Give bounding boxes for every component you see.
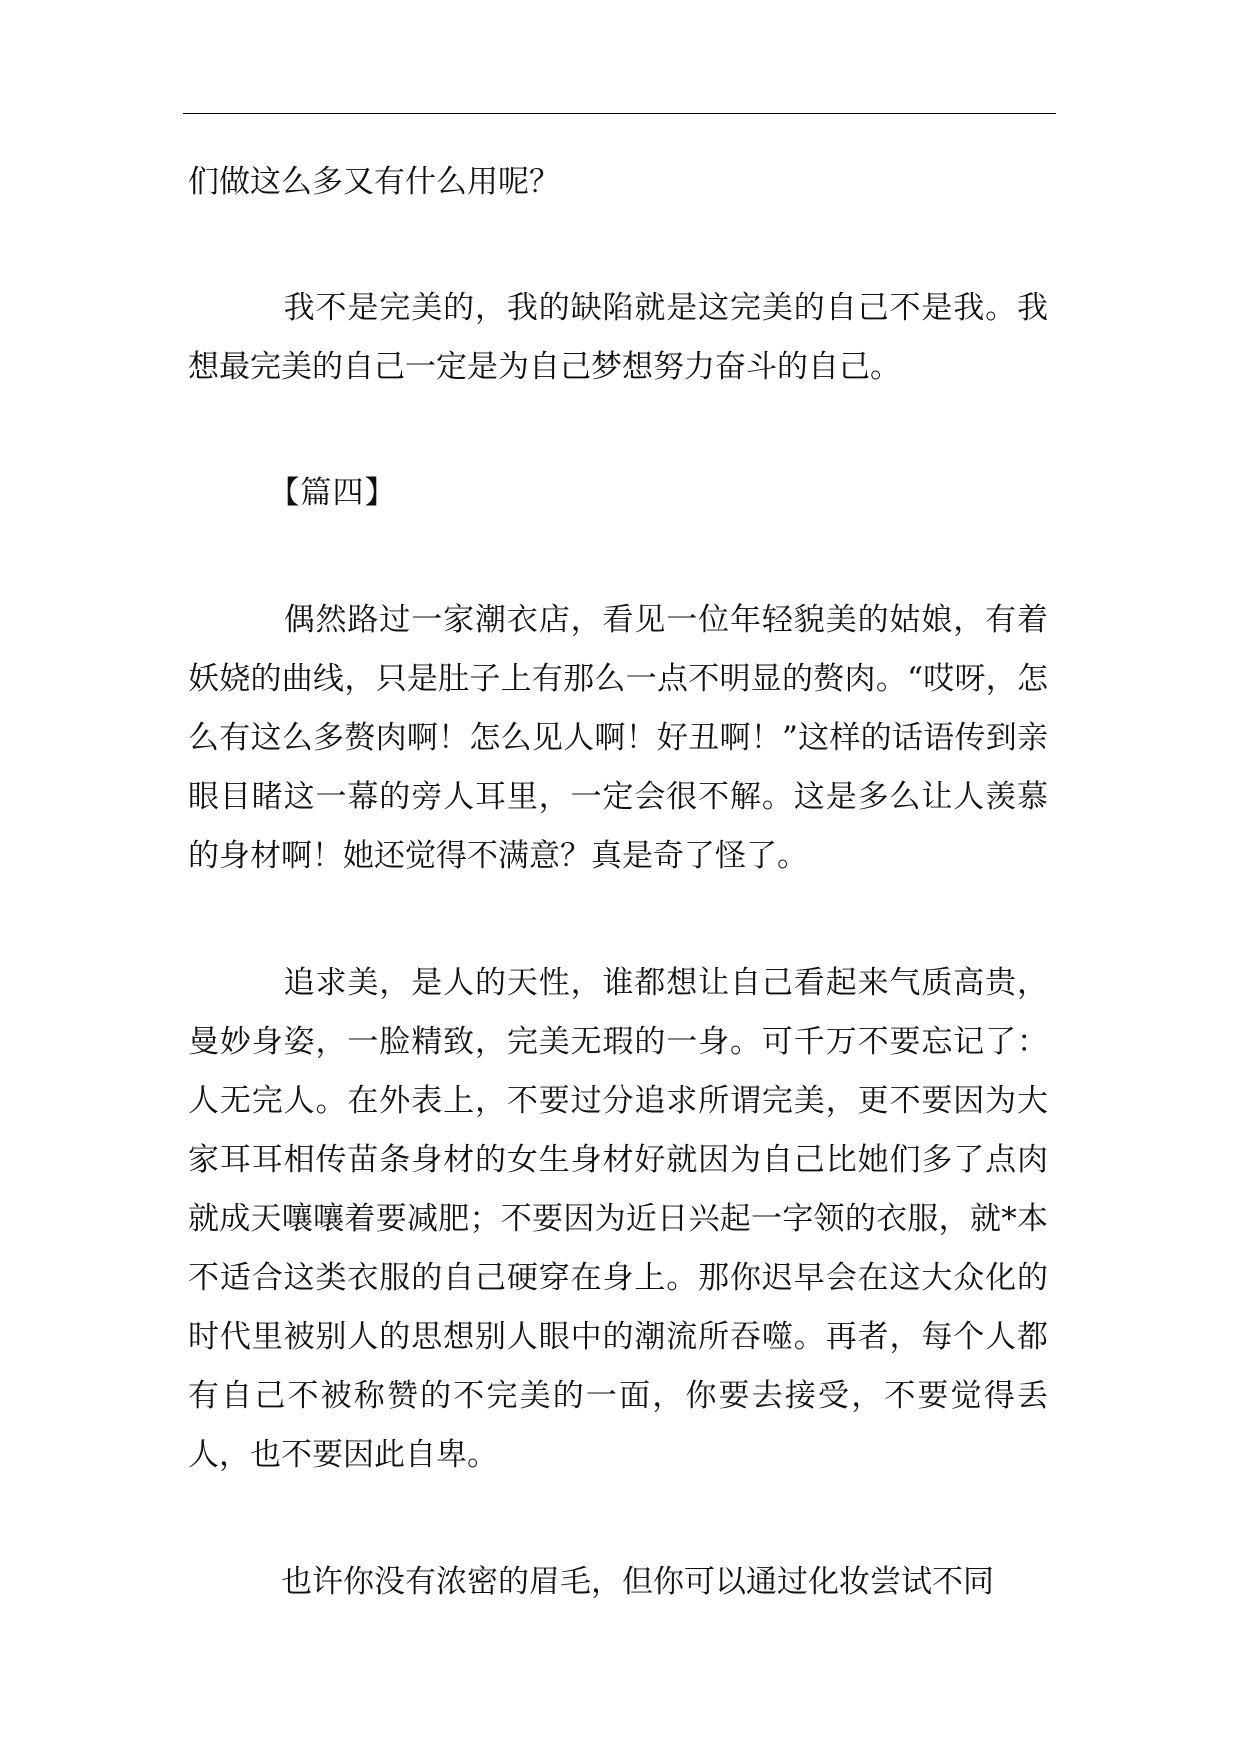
paragraph-store-anecdote: 偶然路过一家潮衣店，看见一位年轻貌美的姑娘，有着妖娆的曲线，只是肚子上有那么一点不明显的赘肉。“哎呀，怎么有这么多赘肉啊！怎么见人啊！好丑啊！”这样的话语传到亲眼目睹这一幕的旁人耳里，一定会很不解。这是多么让人羡慕的身材啊！她还觉得不满意？真是奇了怪了。: [188, 602, 1048, 874]
paragraph-pursuit-of-beauty: 追求美，是人的天性，谁都想让自己看起来气质高贵，曼妙身姿，一脸精致，完美无瑕的一身。可千万不要忘记了：人无完人。在外表上，不要过分追求所谓完美，更不要因为大家耳耳相传苗条身材的女生身材好就因为自己比她们多了点肉就成天嚷嚷着要减肥；不要因为近日兴起一字领的衣服，就*本不适合这类衣服的自己硬穿在身上。那你迟早会在这大众化的时代里被别人的思想别人眼中的潮流所吞噬。再者，每个人都有自己不被称赞的不完美的一面，你要去接受，不要觉得丢人，也不要因此自卑。: [188, 965, 1048, 1473]
paragraph-eyebrows: 也许你没有浓密的眉毛，但你可以通过化妆尝试不同: [188, 1564, 994, 1600]
section-heading: 【篇四】: [188, 475, 397, 511]
paragraph-continuation: 们做这么多又有什么用呢？: [188, 164, 560, 200]
paragraph-imperfection: 我不是完美的，我的缺陷就是这完美的自己不是我。我想最完美的自己一定是为自己梦想努力奋斗的自己。: [188, 290, 1048, 385]
document-body: [188, 153, 1048, 1612]
header-rule: [183, 113, 1056, 114]
